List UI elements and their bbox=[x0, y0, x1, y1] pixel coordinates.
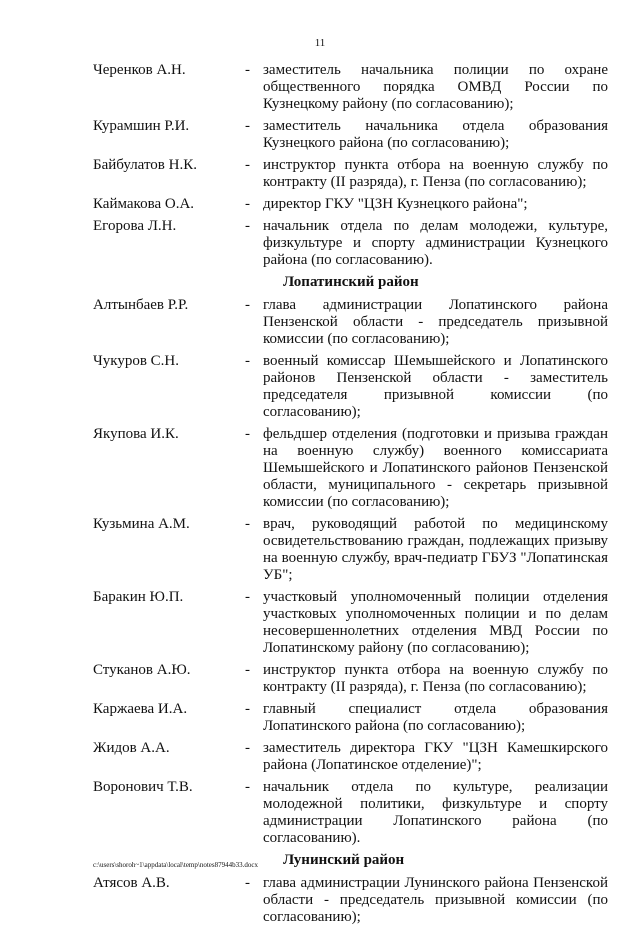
member-position: фельдшер отделения (подготовки и призыва граждан на военную службу) военного комиссариата Шемышейского и Лопатинского районов Пензенской области, муниципального - секретарь призывной комиссии (по согласованию); bbox=[263, 426, 608, 510]
member-position: врач, руководящий работой по медицинскому освидетельствованию граждан, подлежащих призыву на военную службу, врач-педиатр ГБУЗ "Лопатинская УБ"; bbox=[263, 516, 608, 583]
member-position: заместитель начальника полиции по охране общественного порядка ОМВД России по Кузнецкому району (по согласованию); bbox=[263, 62, 608, 112]
member-name: Кузьмина А.М. bbox=[93, 516, 190, 532]
member-position: глава администрации Лунинского района Пензенской области - председатель призывной комиссии (по согласованию); bbox=[263, 875, 608, 925]
separator-dash: - bbox=[245, 589, 250, 605]
separator-dash: - bbox=[245, 740, 250, 756]
separator-dash: - bbox=[245, 118, 250, 134]
member-row bbox=[93, 701, 608, 735]
member-position: начальник отдела по культуре, реализации молодежной политики, физкультуре и спорту администрации Лопатинского района (по согласованию). bbox=[263, 779, 608, 846]
member-name: Стуканов А.Ю. bbox=[93, 662, 191, 678]
member-row bbox=[93, 62, 608, 113]
member-row bbox=[93, 297, 608, 348]
member-name: Черенков А.Н. bbox=[93, 62, 186, 78]
member-name: Каймакова О.А. bbox=[93, 196, 195, 212]
member-position: глава администрации Лопатинского района Пензенской области - председатель призывной комиссии (по согласованию); bbox=[263, 297, 608, 347]
member-row bbox=[93, 740, 608, 774]
separator-dash: - bbox=[245, 62, 250, 78]
member-position: главный специалист отдела образования Лопатинского района (по согласованию); bbox=[263, 701, 608, 734]
member-name: Жидов А.А. bbox=[93, 740, 170, 756]
member-row bbox=[93, 662, 608, 696]
member-name: Каржаева И.А. bbox=[93, 701, 188, 717]
member-row bbox=[93, 118, 608, 152]
separator-dash: - bbox=[245, 662, 250, 678]
separator-dash: - bbox=[245, 353, 250, 369]
member-name: Курамшин Р.И. bbox=[93, 118, 190, 134]
member-name: Атясов А.В. bbox=[93, 875, 170, 891]
member-row bbox=[93, 218, 608, 269]
member-name: Чукуров С.Н. bbox=[93, 353, 179, 369]
separator-dash: - bbox=[245, 516, 250, 532]
member-position: инструктор пункта отбора на военную службу по контракту (II разряда), г. Пенза (по согласованию); bbox=[263, 662, 608, 695]
member-position: заместитель начальника отдела образования Кузнецкого района (по согласованию); bbox=[263, 118, 608, 151]
member-row bbox=[93, 875, 608, 926]
member-row bbox=[93, 353, 608, 421]
separator-dash: - bbox=[245, 297, 250, 313]
member-name: Егорова Л.Н. bbox=[93, 218, 177, 234]
member-row bbox=[93, 779, 608, 847]
section-heading: Лопатинский район bbox=[283, 274, 419, 290]
separator-dash: - bbox=[245, 196, 250, 212]
footer-file-path: c:\users\shoroh~1\appdata\local\temp\notes87944b33.docx bbox=[93, 861, 258, 869]
document-body bbox=[93, 62, 608, 931]
separator-dash: - bbox=[245, 701, 250, 717]
member-row bbox=[93, 516, 608, 584]
member-name: Воронович Т.В. bbox=[93, 779, 193, 795]
member-name: Байбулатов Н.К. bbox=[93, 157, 197, 173]
member-row bbox=[93, 426, 608, 511]
member-row bbox=[93, 589, 608, 657]
member-position: военный комиссар Шемышейского и Лопатинского районов Пензенской области - заместитель председателя призывной комиссии (по согласованию); bbox=[263, 353, 608, 420]
member-position: инструктор пункта отбора на военную службу по контракту (II разряда), г. Пенза (по согласованию); bbox=[263, 157, 608, 190]
member-position: директор ГКУ "ЦЗН Кузнецкого района"; bbox=[263, 196, 528, 212]
separator-dash: - bbox=[245, 875, 250, 891]
separator-dash: - bbox=[245, 218, 250, 234]
member-name: Алтынбаев Р.Р. bbox=[93, 297, 189, 313]
member-name: Якупова И.К. bbox=[93, 426, 179, 442]
section-heading: Лунинский район bbox=[283, 852, 405, 868]
separator-dash: - bbox=[245, 157, 250, 173]
member-position: начальник отдела по делам молодежи, культуре, физкультуре и спорту администрации Кузнецкого района (по согласованию). bbox=[263, 218, 608, 268]
member-position: участковый уполномоченный полиции отделения участковых уполномоченных полиции и по делам несовершеннолетних отделения МВД России по Лопатинскому району (по согласованию); bbox=[263, 589, 608, 656]
member-name: Баракин Ю.П. bbox=[93, 589, 184, 605]
member-row bbox=[93, 196, 608, 213]
page-number: 11 bbox=[314, 37, 326, 49]
separator-dash: - bbox=[245, 779, 250, 795]
member-position: заместитель директора ГКУ "ЦЗН Камешкирского района (Лопатинское отделение)"; bbox=[263, 740, 608, 773]
member-row bbox=[93, 157, 608, 191]
separator-dash: - bbox=[245, 426, 250, 442]
